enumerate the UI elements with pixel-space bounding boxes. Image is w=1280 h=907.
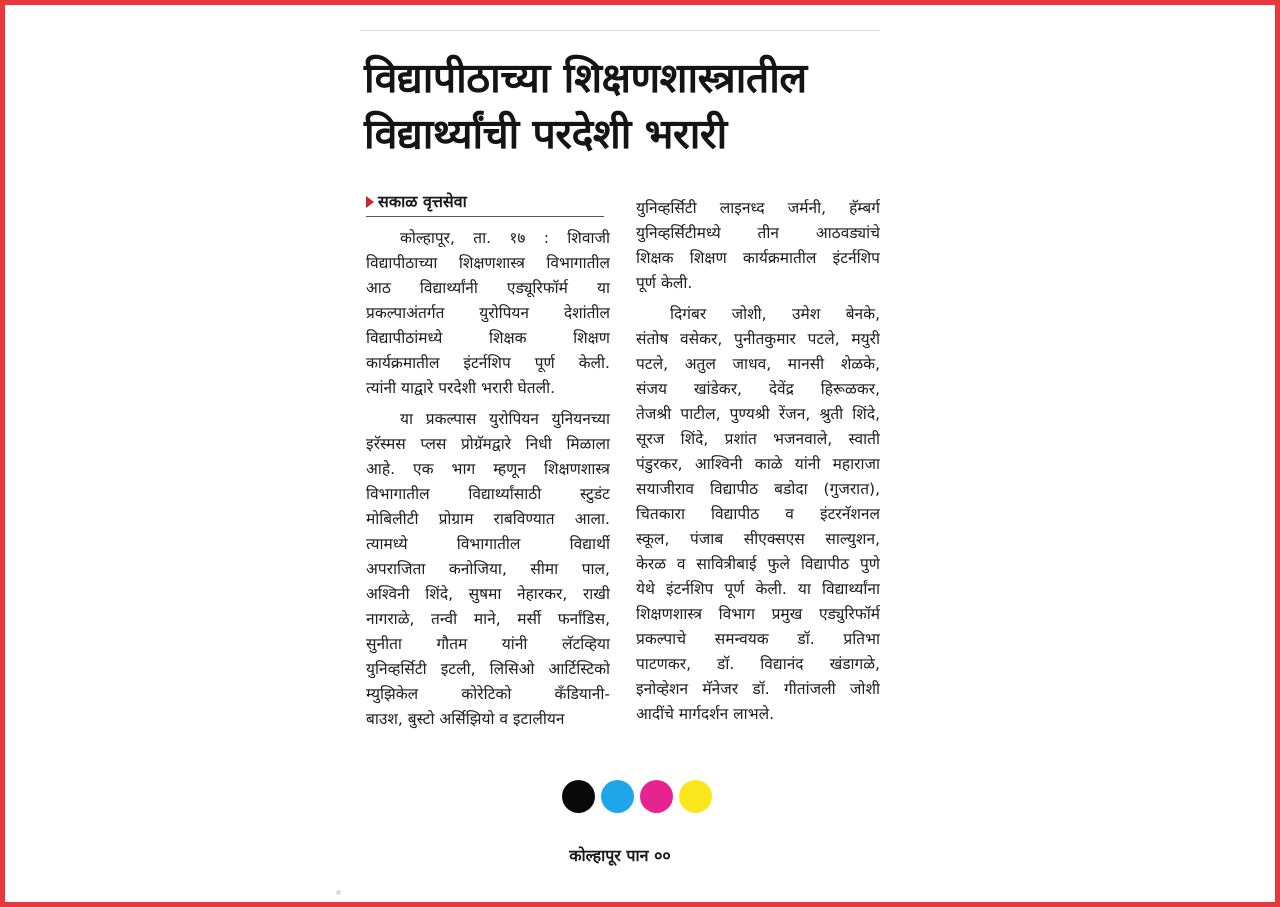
text-line: पूर्ण केली. bbox=[636, 274, 693, 292]
text-line: युनिव्हर्सिटी लाइनध्द जर्मनी, हॅम्बर्ग bbox=[636, 199, 880, 217]
registration-dot-cyan bbox=[601, 780, 634, 813]
text-line: अपराजिता कनोजिया, सीमा पाल, bbox=[366, 560, 610, 578]
text-line: चितकारा विद्यापीठ व इंटरनॅशनल bbox=[636, 505, 880, 523]
text-line: आठ विद्यार्थ्यांनी एड्यूरिफॉर्म या bbox=[366, 279, 610, 297]
headline-line-1: विद्यापीठाच्या शिक्षणशास्त्रातील bbox=[364, 54, 807, 102]
registration-dot-black bbox=[562, 780, 595, 813]
text-line: शिक्षणशास्त्र विभाग प्रमुख एड्युरिफॉर्म bbox=[636, 605, 880, 623]
print-speck bbox=[336, 890, 341, 895]
text-line: मोबिलीटी प्रोग्राम राबविण्यात आला. bbox=[366, 510, 610, 528]
text-line: विद्यापीठाच्या शिक्षणशास्त्र विभागातील bbox=[366, 254, 610, 272]
text-line: प्रकल्पाअंतर्गत युरोपियन देशांतील bbox=[366, 304, 610, 322]
text-line: युनिव्हर्सिटीमध्ये तीन आठवड्यांचे bbox=[636, 224, 880, 242]
text-line: कार्यक्रमातील इंटर्नशिप पूर्ण केली. bbox=[366, 354, 610, 372]
text-line: कोल्हापूर, ता. १७ : शिवाजी bbox=[400, 229, 610, 247]
headline bbox=[364, 50, 880, 162]
registration-dot-magenta bbox=[640, 780, 673, 813]
text-line: प्रकल्पाचे समन्वयक डॉ. प्रतिभा bbox=[636, 630, 880, 648]
text-line: त्यांनी याद्वारे परदेशी भरारी घेतली. bbox=[366, 379, 556, 397]
column-right bbox=[636, 196, 880, 727]
text-line: सूरज शिंदे, प्रशांत भजनवाले, स्वाती bbox=[636, 430, 880, 448]
text-line: दिगंबर जोशी, उमेश बेनके, bbox=[670, 305, 880, 323]
text-line: स्कूल, पंजाब सीएक्सएस साल्युशन, bbox=[636, 530, 880, 548]
text-line: अश्विनी शिंदे, सुषमा नेहारकर, राखी bbox=[366, 585, 610, 603]
text-line: शिक्षक शिक्षण कार्यक्रमातील इंटर्नशिप bbox=[636, 249, 880, 267]
text-line: विभागातील विद्यार्थ्यांसाठी स्टुडंट bbox=[366, 485, 610, 503]
text-line: संजय खांडेकर, देवेंद्र हिरूळकर, bbox=[636, 380, 880, 398]
text-line: इरॅस्मस प्लस प्रोग्रॅमद्वारे निधी मिळाला bbox=[366, 435, 610, 453]
text-line: येथे इंटर्नशिप पूर्ण केली. या विद्यार्थ्यांना bbox=[636, 580, 880, 598]
registration-marks bbox=[562, 780, 714, 814]
headline-line-2: विद्यार्थ्यांची परदेशी भरारी bbox=[364, 110, 727, 158]
registration-dot-yellow bbox=[679, 780, 712, 813]
byline-text: सकाळ वृत्तसेवा bbox=[378, 192, 467, 211]
byline bbox=[366, 190, 604, 217]
text-line: पाटणकर, डॉ. विद्यानंद खंडागळे, bbox=[636, 655, 880, 673]
byline-marker-icon bbox=[366, 196, 374, 208]
text-line: आदींचे मार्गदर्शन लाभले. bbox=[636, 705, 775, 723]
text-line: सुनीता गौतम यांनी लॅटव्हिया bbox=[366, 635, 610, 653]
text-line: सयाजीराव विद्यापीठ बडोदा (गुजरात), bbox=[636, 480, 880, 498]
text-line: युनिव्हर्सिटी इटली, लिसिओ आर्टिस्टिको bbox=[366, 660, 610, 678]
text-line: तेजश्री पाटील, पुण्यश्री रेंजन, श्रुती शिंदे, bbox=[636, 405, 880, 423]
text-line: बाउश, बुस्टो अर्सिझियो व इटालीयन bbox=[366, 710, 565, 728]
text-line: संतोष वसेकर, पुनीतकुमार पटले, मयुरी bbox=[636, 330, 880, 348]
text-line: पंडुरकर, आश्विनी काळे यांनी महाराजा bbox=[636, 455, 880, 473]
page-footer: कोल्हापूर पान ०० bbox=[569, 846, 671, 865]
text-line: त्यामध्ये विभागातील विद्यार्थी bbox=[366, 535, 610, 553]
text-line: इनोव्हेशन मॅनेजर डॉ. गीतांजली जोशी bbox=[636, 680, 880, 698]
text-line: नागराळे, तन्वी माने, मर्सी फर्नांडिस, bbox=[366, 610, 610, 628]
text-line: म्युझिकेल कोरेटिको कॅंडियानी- bbox=[366, 685, 610, 703]
text-line: आहे. एक भाग म्हणून शिक्षणशास्त्र bbox=[366, 460, 610, 478]
text-line: केरळ व सावित्रीबाई फुले विद्यापीठ पुणे bbox=[636, 555, 880, 573]
top-rule bbox=[360, 30, 880, 31]
column-left bbox=[366, 226, 610, 732]
text-line: या प्रकल्पास युरोपियन युनियनच्या bbox=[400, 410, 610, 428]
text-line: विद्यापीठांमध्ये शिक्षक शिक्षण bbox=[366, 329, 610, 347]
text-line: पटले, अतुल जाधव, मानसी शेळके, bbox=[636, 355, 880, 373]
